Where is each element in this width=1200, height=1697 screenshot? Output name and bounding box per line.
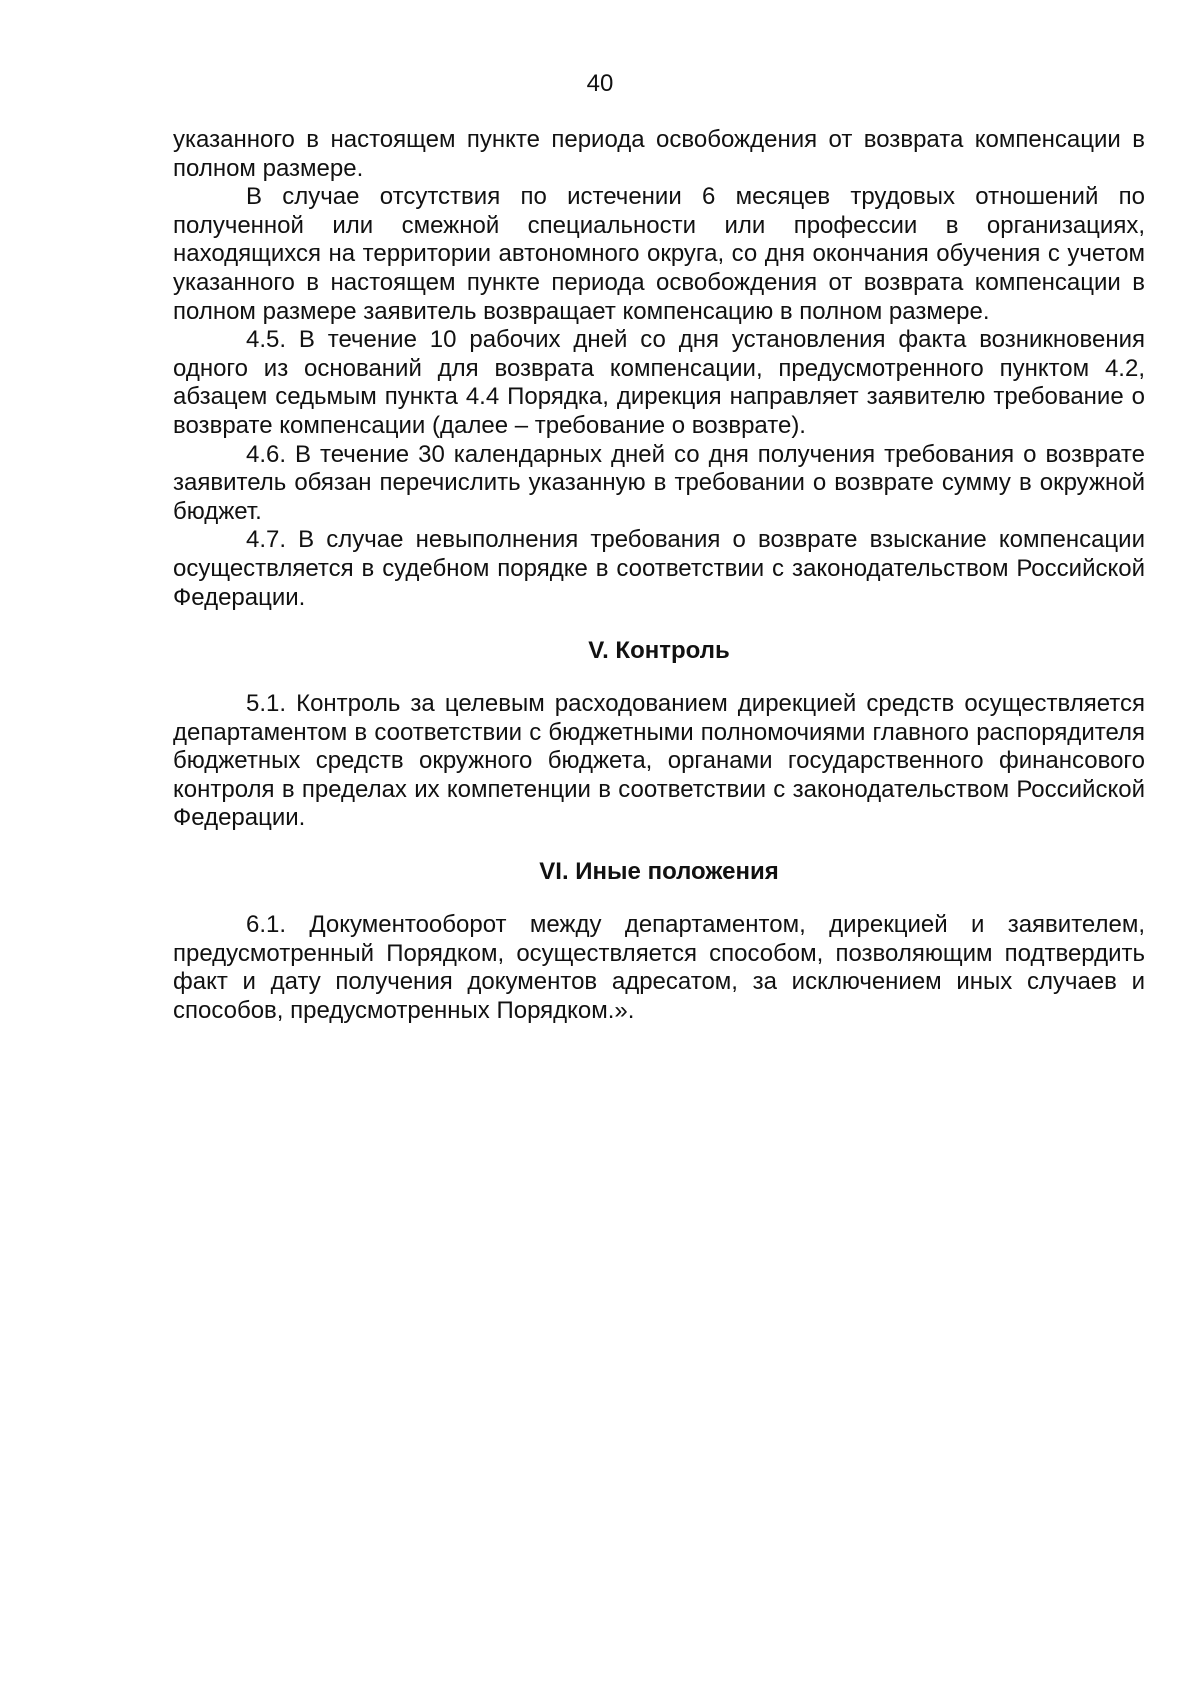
paragraph-4-6: 4.6. В течение 30 календарных дней со дня получения требования о возврате заявитель обязан перечислить указанную в требовании о возврате сумму в окружной бюджет. [173, 440, 1145, 525]
paragraph-5-1: 5.1. Контроль за целевым расходованием дирекцией средств осуществляется департаментом в соответствии с бюджетными полномочиями главного распорядителя бюджетных средств окружного бюджета, органами государственного финансового контроля в пределах их компетенции в соответствии с законодательством Российской Федерации. [173, 690, 1145, 832]
paragraph-absence-of-employment: В случае отсутствия по истечении 6 месяцев трудовых отношений по полученной или смежной специальности или профессии в организациях, находящихся на территории автономного округа, со дня окончания обучения с учетом указанного в настоящем пункте периода освобождения от возврата компенсации в полном размере заявитель возвращает компенсацию в полном размере. [173, 183, 1145, 325]
section-heading-control: V. Контроль [588, 637, 730, 665]
paragraph-continuation: указанного в настоящем пункте периода освобождения от возврата компенсации в полном размере. [173, 126, 1145, 182]
section-heading-other-provisions: VI. Иные положения [539, 858, 779, 886]
document-body [173, 126, 1145, 1025]
paragraph-4-7: 4.7. В случае невыполнения требования о возврате взыскание компенсации осуществляется в судебном порядке в соответствии с законодательством Российской Федерации. [173, 526, 1145, 611]
paragraph-4-5: 4.5. В течение 10 рабочих дней со дня установления факта возникновения одного из оснований для возврата компенсации, предусмотренного пунктом 4.2, абзацем седьмым пункта 4.4 Порядка, дирекция направляет заявителю требование о возврате компенсации (далее – требование о возврате). [173, 326, 1145, 439]
paragraph-6-1: 6.1. Документооборот между департаментом, дирекцией и заявителем, предусмотренный Порядком, осуществляется способом, позволяющим подтвердить факт и дату получения документов адресатом, за исключением иных случаев и способов, предусмотренных Порядком.». [173, 911, 1145, 1024]
page-number: 40 [586, 70, 614, 97]
